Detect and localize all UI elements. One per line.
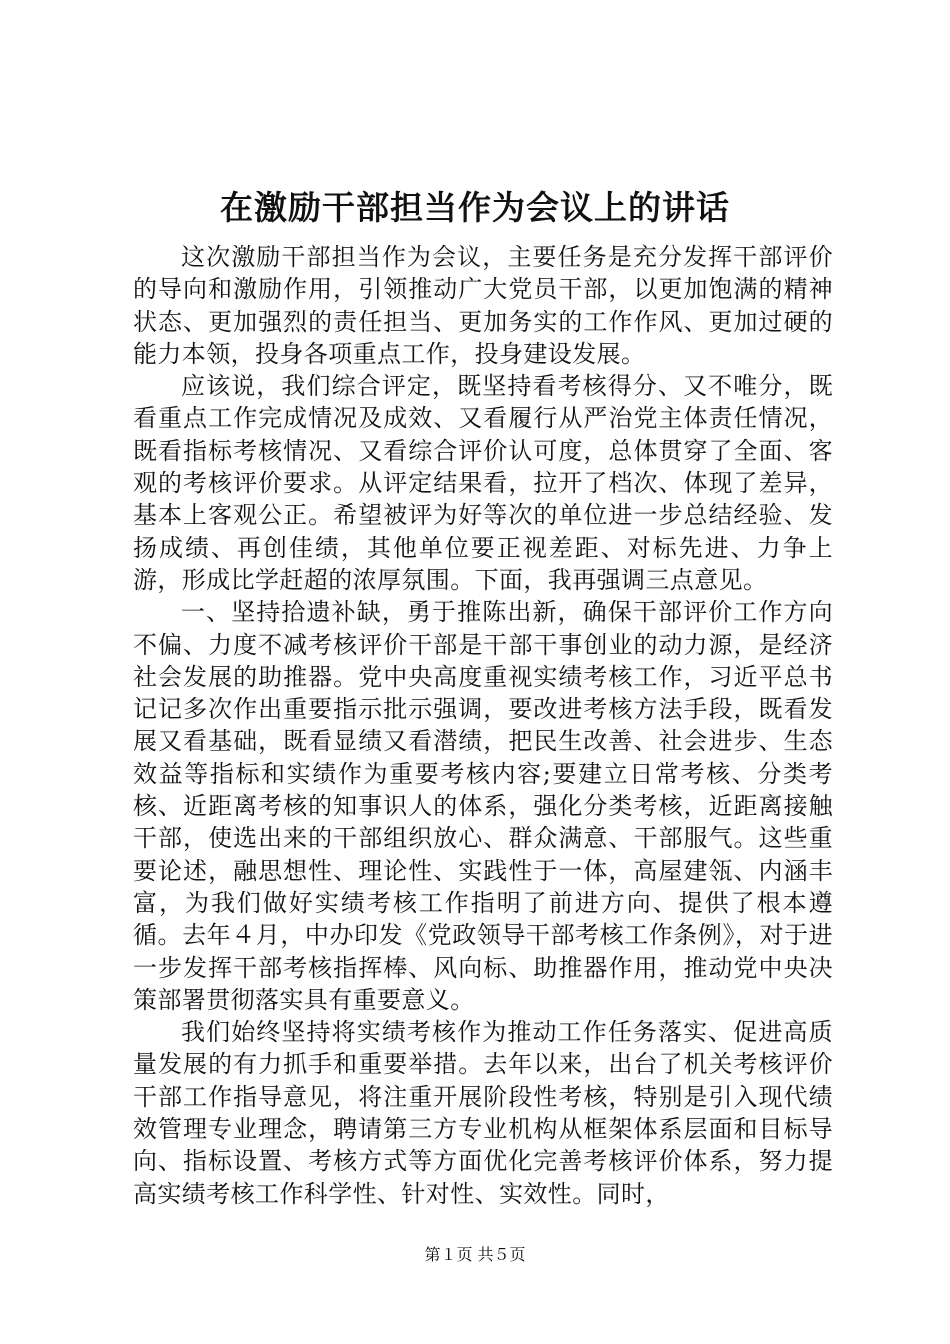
document-title: 在激励干部担当作为会议上的讲话	[220, 188, 730, 227]
paragraph: 应该说，我们综合评定，既坚持看考核得分、又不唯分，既看重点工作完成情况及成效、又看履行从严治党主体责任情况，既看指标考核情况、又看综合评价认可度，总体贯穿了全面、客观的考核评价要求。从评定结果看，拉开了档次、体现了差异，基本上客观公正。希望被评为好等次的单位进一步总结经验、发扬成绩、再创佳绩，其他单位要正视差距、对标先进、力争上游，形成比学赶超的浓厚氛围。下面，我再强调三点意见。	[133, 372, 833, 594]
document-body	[133, 241, 833, 1210]
paragraph: 这次激励干部担当作为会议，主要任务是充分发挥干部评价的导向和激励作用，引领推动广大党员干部，以更加饱满的精神状态、更加强烈的责任担当、更加务实的工作作风、更加过硬的能力本领，投身各项重点工作，投身建设发展。	[133, 243, 833, 368]
page-number: 第１页 共５页	[424, 1245, 526, 1264]
paragraph: 一、坚持拾遗补缺，勇于推陈出新，确保干部评价工作方向不偏、力度不减考核评价干部是干部干事创业的动力源，是经济社会发展的助推器。党中央高度重视实绩考核工作，习近平总书记记多次作出重要指示批示强调，要改进考核方法手段，既看发展又看基础，既看显绩又看潜绩，把民生改善、社会进步、生态效益等指标和实绩作为重要考核内容;要建立日常考核、分类考核、近距离考核的知事识人的体系，强化分类考核，近距离接触干部，使选出来的干部组织放心、群众满意、干部服气。这些重要论述，融思想性、理论性、实践性于一体，高屋建瓴、内涵丰富，为我们做好实绩考核工作指明了前进方向、提供了根本遵循。去年４月，中办印发《党政领导干部考核工作条例》，对于进一步发挥干部考核指挥棒、风向标、助推器作用，推动党中央决策部署贯彻落实具有重要意义。	[133, 598, 833, 1014]
paragraph: 我们始终坚持将实绩考核作为推动工作任务落实、促进高质量发展的有力抓手和重要举措。去年以来，出台了机关考核评价干部工作指导意见，将注重开展阶段性考核，特别是引入现代绩效管理专业理念，聘请第三方专业机构从框架体系层面和目标导向、指标设置、考核方式等方面优化完善考核评价体系，努力提高实绩考核工作科学性、针对性、实效性。同时，	[133, 1018, 833, 1208]
page-footer	[0, 1244, 950, 1266]
